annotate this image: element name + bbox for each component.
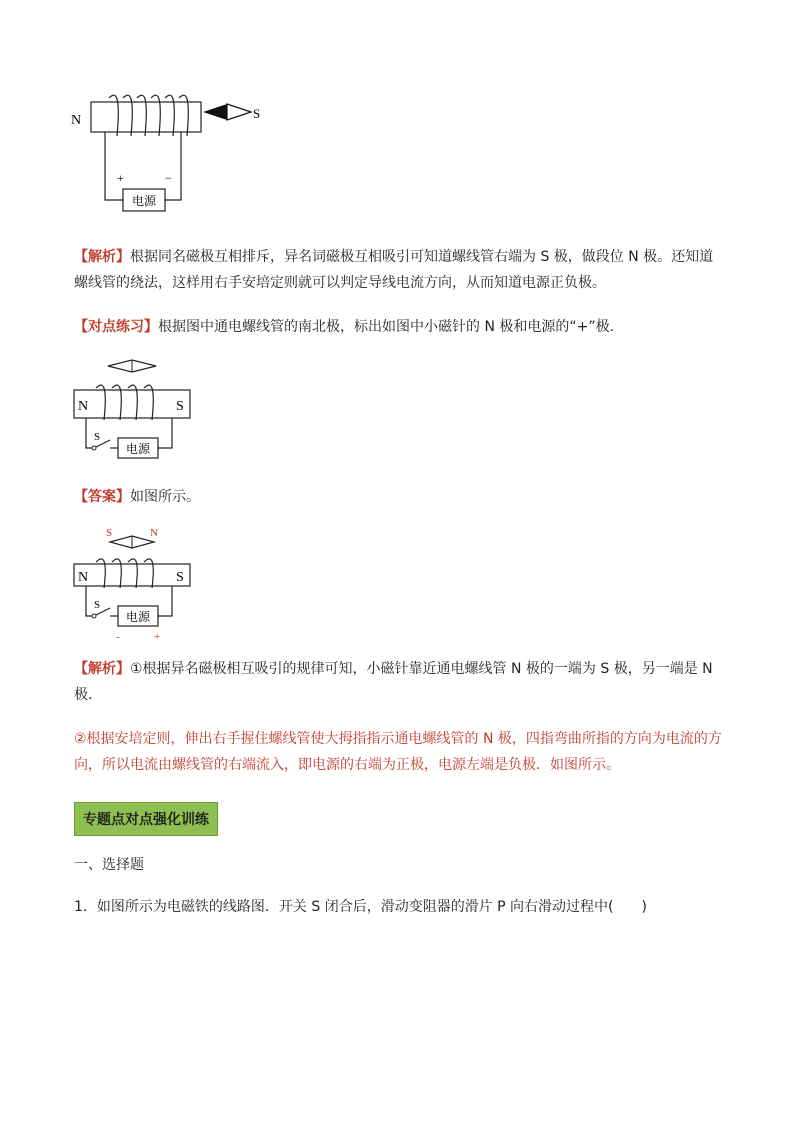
practice-tag: 【对点练习】 — [74, 319, 158, 335]
minus-label: - — [116, 631, 120, 643]
needle-light-half — [227, 104, 251, 120]
solenoid-figure-1 — [65, 88, 275, 218]
left-pole-label: N — [71, 113, 82, 128]
power-source-label: 电源 — [131, 194, 157, 208]
section-title: 专题点对点强化训练 — [74, 802, 218, 836]
analysis-text: 根据同名磁极互相排斥，异名词磁极互相吸引可知道螺线管右端为 S 极，做段位 N 极。还知道螺线管的绕法，这样用右手安培定则就可以判定导线电流方向，从而知道电源正负极。 — [74, 249, 714, 291]
plus-label: + — [117, 171, 124, 185]
analysis-tag: 【解析】 — [74, 661, 130, 677]
solenoid-figure-2 — [70, 352, 200, 464]
answer-tag: 【答案】 — [74, 489, 130, 505]
solenoid-core — [74, 390, 190, 418]
analysis-2-continued — [74, 726, 724, 778]
right-pole-label: S — [176, 570, 184, 585]
analysis-2 — [74, 656, 724, 708]
analysis-tag: 【解析】 — [74, 249, 130, 265]
analysis-1 — [74, 244, 724, 296]
solenoid-figure-3 — [70, 520, 200, 644]
practice — [74, 314, 724, 340]
choice-heading: 一、选择题 — [74, 857, 144, 873]
needle-dark-half — [203, 104, 227, 120]
left-pole-label: N — [78, 570, 89, 585]
needle-pole-label: S — [253, 106, 261, 121]
power-source-label: 电源 — [125, 610, 151, 624]
switch-contact — [92, 446, 96, 450]
analysis-text-2: ②根据安培定则，伸出右手握住螺线管使大拇指指示通电螺线管的 N 极，四指弯曲所指的方向为电流的方向，所以电流由螺线管的右端流入，即电源的右端为正极，电源左端是负极．如图所示。 — [74, 731, 722, 773]
answer-text: 如图所示。 — [130, 489, 200, 505]
practice-text: 根据图中通电螺线管的南北极，标出如图中小磁针的 N 极和电源的“+”极. — [158, 319, 615, 335]
switch-label: S — [94, 599, 101, 611]
needle-s-label: S — [106, 527, 113, 539]
switch-contact — [92, 614, 96, 618]
plus-label: + — [154, 631, 161, 643]
minus-label: − — [165, 171, 172, 185]
power-source-label: 电源 — [125, 442, 151, 456]
solenoid-core — [74, 564, 190, 586]
analysis-text-1: ①根据异名磁极相互吸引的规律可知，小磁针靠近通电螺线管 N 极的一端为 S 极，另一端是 N 极. — [74, 661, 713, 703]
answer — [74, 484, 724, 510]
needle-n-label: N — [150, 527, 158, 539]
right-pole-label: S — [176, 399, 184, 414]
left-pole-label: N — [78, 399, 89, 414]
question-1: 1．如图所示为电磁铁的线路图．开关 S 闭合后，滑动变阻器的滑片 P 向右滑动过程中( ) — [74, 899, 647, 915]
switch-label: S — [94, 431, 101, 443]
